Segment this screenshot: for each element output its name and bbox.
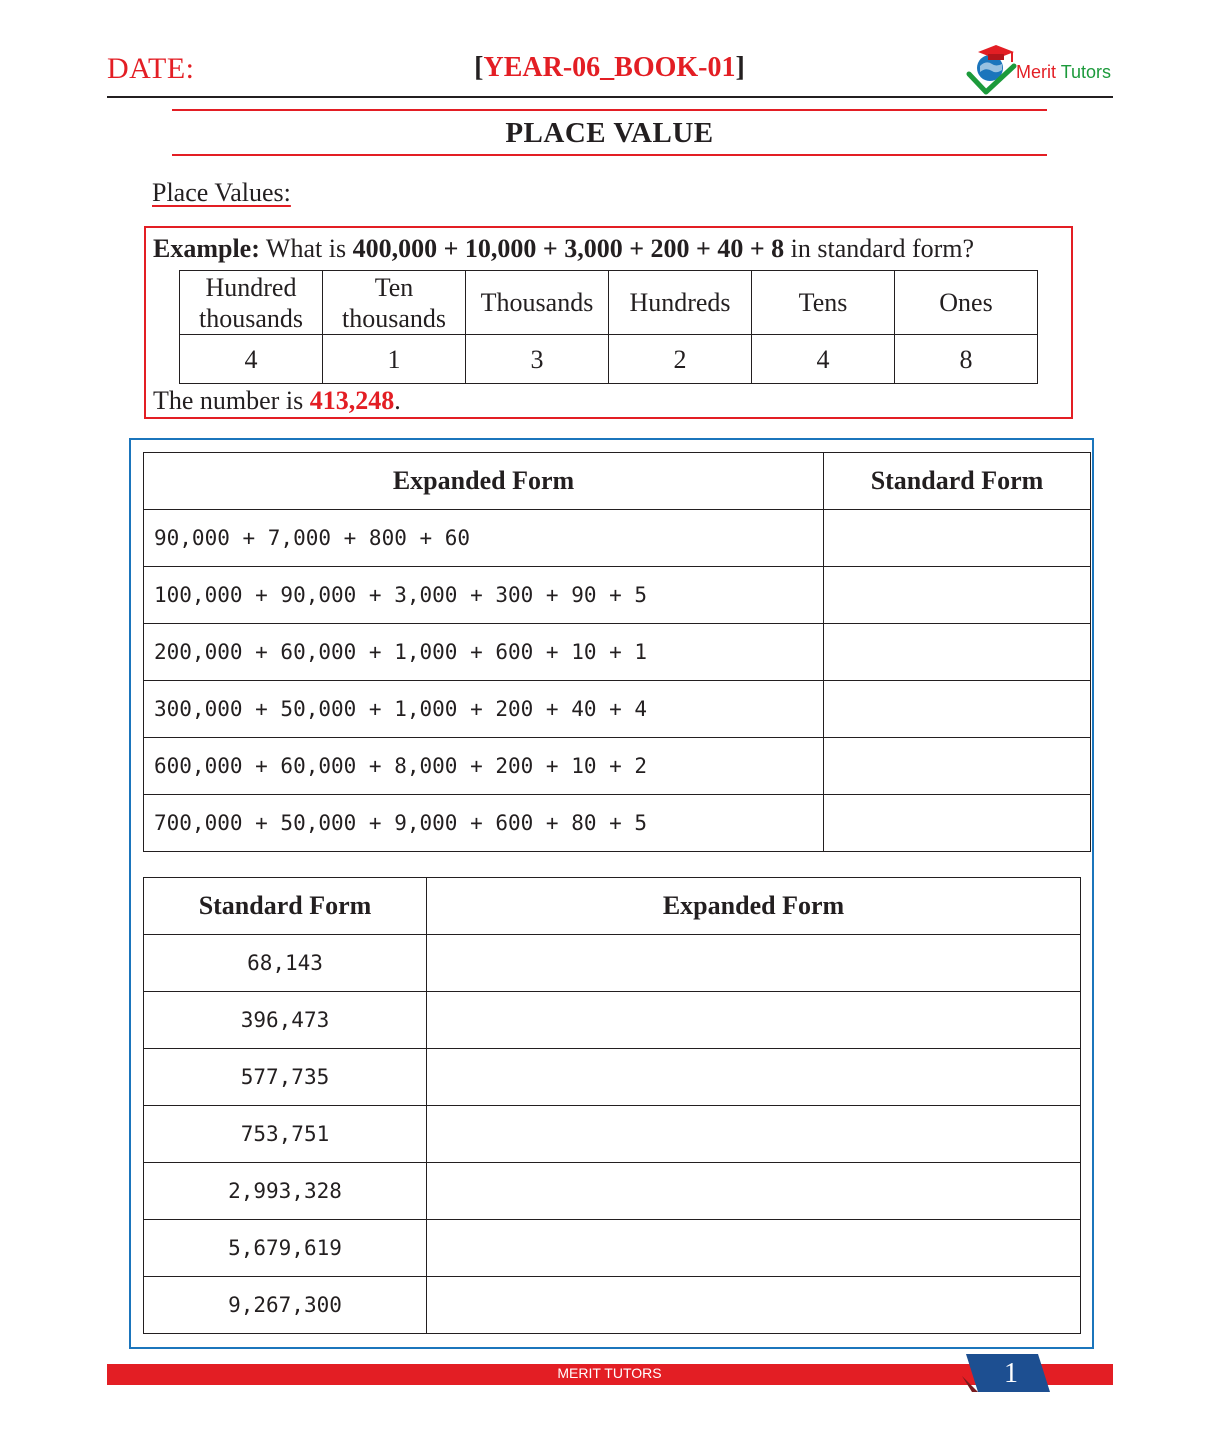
table-row — [144, 567, 1091, 624]
place-value-header: Hundreds — [609, 271, 752, 335]
standard-to-expanded-table — [143, 877, 1081, 1334]
table-row — [144, 510, 1091, 567]
graduation-cap-globe-icon — [966, 42, 1018, 97]
date-label: DATE: — [107, 52, 195, 85]
standard-form-cell: 396,473 — [144, 992, 427, 1049]
expanded-form-cell: 90,000 + 7,000 + 800 + 60 — [144, 510, 824, 567]
place-value-header: Ten thousands — [323, 271, 466, 335]
column-header-expanded-form: Expanded Form — [427, 878, 1081, 935]
table-row — [144, 1106, 1081, 1163]
merit-tutors-logo — [966, 42, 1116, 97]
expanded-form-answer-cell[interactable] — [427, 1049, 1081, 1106]
standard-form-cell: 68,143 — [144, 935, 427, 992]
place-value-header: Tens — [752, 271, 895, 335]
standard-form-answer-cell[interactable] — [824, 738, 1091, 795]
standard-form-answer-cell[interactable] — [824, 681, 1091, 738]
table-header-row — [144, 453, 1091, 510]
example-answer: The number is 413,248. — [153, 386, 401, 415]
title-top-rule — [172, 109, 1047, 111]
table-row — [144, 1049, 1081, 1106]
expanded-form-answer-cell[interactable] — [427, 1220, 1081, 1277]
expanded-form-cell: 100,000 + 90,000 + 3,000 + 300 + 90 + 5 — [144, 567, 824, 624]
standard-form-cell: 753,751 — [144, 1106, 427, 1163]
standard-form-cell: 9,267,300 — [144, 1277, 427, 1334]
expanded-to-standard-table — [143, 452, 1091, 852]
expanded-form-answer-cell[interactable] — [427, 1106, 1081, 1163]
page-title: PLACE VALUE — [505, 117, 714, 149]
expanded-form-cell: 200,000 + 60,000 + 1,000 + 600 + 10 + 1 — [144, 624, 824, 681]
place-value-header: Ones — [895, 271, 1038, 335]
table-row — [144, 1163, 1081, 1220]
section-subheading: Place Values: — [152, 178, 291, 207]
expanded-form-answer-cell[interactable] — [427, 1277, 1081, 1334]
footer-text: MERIT TUTORS — [557, 1365, 662, 1381]
header-rule — [107, 96, 1113, 98]
book-code-text: YEAR-06_BOOK-01 — [483, 52, 736, 83]
standard-form-cell: 2,993,328 — [144, 1163, 427, 1220]
place-value-digit: 8 — [895, 335, 1038, 384]
standard-form-cell: 577,735 — [144, 1049, 427, 1106]
expanded-form-cell: 300,000 + 50,000 + 1,000 + 200 + 40 + 4 — [144, 681, 824, 738]
place-value-digit: 3 — [466, 335, 609, 384]
table-header-row — [144, 878, 1081, 935]
table-row — [144, 738, 1091, 795]
table-row — [144, 935, 1081, 992]
standard-form-cell: 5,679,619 — [144, 1220, 427, 1277]
column-header-expanded-form: Expanded Form — [144, 453, 824, 510]
expanded-form-cell: 600,000 + 60,000 + 8,000 + 200 + 10 + 2 — [144, 738, 824, 795]
expanded-form-cell: 700,000 + 50,000 + 9,000 + 600 + 80 + 5 — [144, 795, 824, 852]
place-value-digit: 4 — [752, 335, 895, 384]
standard-form-answer-cell[interactable] — [824, 510, 1091, 567]
place-value-digit: 1 — [323, 335, 466, 384]
place-value-header: Hundred thousands — [180, 271, 323, 335]
table-row — [144, 992, 1081, 1049]
table-row — [144, 624, 1091, 681]
page-number: 1 — [1004, 1358, 1018, 1389]
logo-text: Merit Tutors — [1016, 62, 1112, 82]
example-box — [144, 226, 1073, 419]
example-question: Example: What is 400,000 + 10,000 + 3,000 + 200 + 40 + 8 in standard form? — [153, 234, 975, 263]
place-value-digit: 2 — [609, 335, 752, 384]
expanded-form-answer-cell[interactable] — [427, 935, 1081, 992]
title-bottom-rule — [172, 154, 1047, 156]
worksheet-box — [129, 438, 1094, 1349]
table-row — [144, 1220, 1081, 1277]
column-header-standard-form: Standard Form — [824, 453, 1091, 510]
table-row — [144, 1277, 1081, 1334]
place-value-table — [179, 270, 1038, 384]
expanded-form-answer-cell[interactable] — [427, 992, 1081, 1049]
standard-form-answer-cell[interactable] — [824, 795, 1091, 852]
place-value-digit-row — [180, 335, 1038, 384]
table-row — [144, 795, 1091, 852]
place-value-digit: 4 — [180, 335, 323, 384]
standard-form-answer-cell[interactable] — [824, 567, 1091, 624]
column-header-standard-form: Standard Form — [144, 878, 427, 935]
place-value-header: Thousands — [466, 271, 609, 335]
expanded-form-answer-cell[interactable] — [427, 1163, 1081, 1220]
standard-form-answer-cell[interactable] — [824, 624, 1091, 681]
table-row — [144, 681, 1091, 738]
book-code: [YEAR-06_BOOK-01] — [474, 52, 745, 83]
place-value-header-row — [180, 271, 1038, 335]
